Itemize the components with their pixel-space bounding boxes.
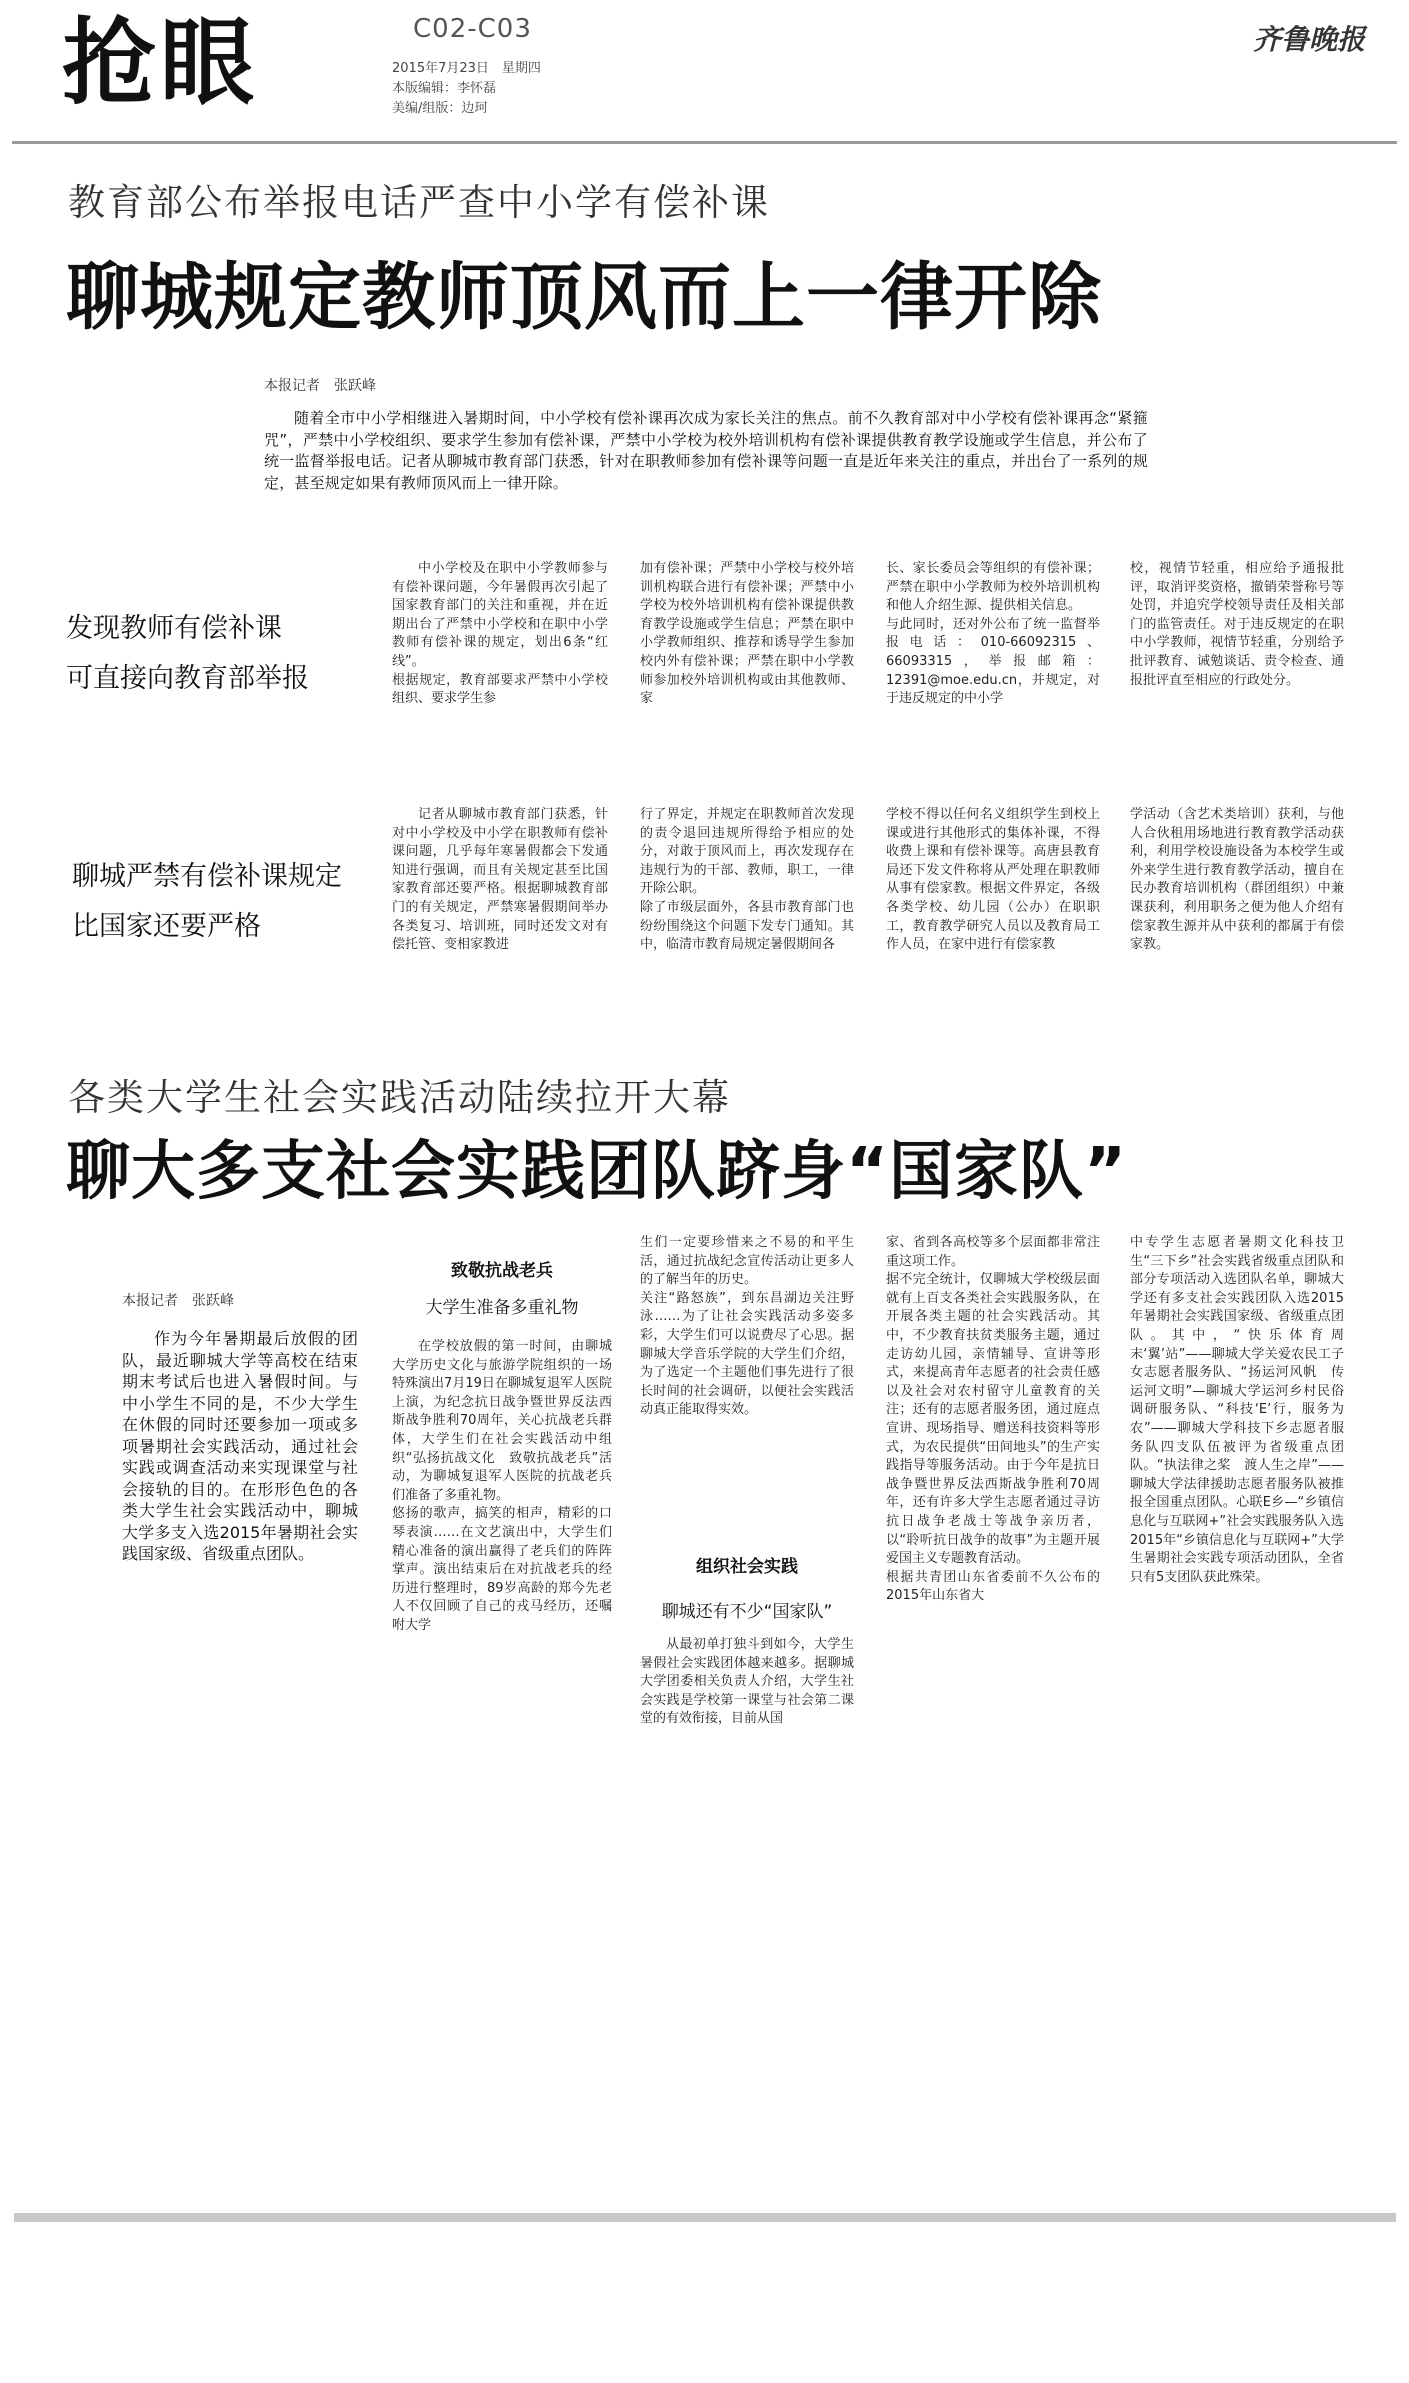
- page-number: C02-C03: [413, 14, 532, 44]
- article2-kicker: 各类大学生社会实践活动陆续拉开大幕: [68, 1076, 731, 1119]
- article1-byline: 本报记者 张跃峰: [264, 378, 376, 394]
- article1-section1-col4: 校，视情节轻重，相应给予通报批评，取消评奖资格，撤销荣誉称号等处罚，并追究学校领导责任及相关部门的监管责任。对于违反规定的在职中小学教师，视情节轻重，分别给予批评教育、诫勉谈话、责令检查、通报批评直至相应的行政处分。: [1130, 561, 1344, 688]
- article2-subhead-a2: 大学生准备多重礼物: [425, 1298, 579, 1318]
- issue-date: 2015年7月23日 星期四: [392, 61, 541, 76]
- subhead-line: 发现教师有偿补课: [66, 613, 282, 644]
- page-editor: 本版编辑：李怀磊: [392, 81, 497, 96]
- article1-kicker: 教育部公布举报电话严查中小学有偿补课: [68, 181, 770, 224]
- article2-col-d: 中专学生志愿者暑期文化科技卫生“三下乡”社会实践省级重点团队和部分专项活动入选团队名单，聊城大学还有多支社会实践团队入选2015年暑期社会实践国家级、省级重点团队。其中，“快乐体育周末‘翼’站”——聊城大学关爱农民工子女志愿者服务队、“扬运河风帆 传运河文明”—聊城大学运河乡村民俗调研服务队、“科技‘E’行，服务为农”——聊城大学科技下乡志愿者服务队四支队伍被评为省级重点团队。“执法律之桨 渡人生之岸”——聊城大学法律援助志愿者服务队被推报全国重点团队。心联E乡—“乡镇信息化与互联网+”社会实践服务队入选2015年“乡镇信息化与互联网+”大学生暑期社会实践专项活动团队，全省只有5支团队获此殊荣。: [1130, 1235, 1344, 1585]
- article1-section2-col2: 行了界定，并规定在职教师首次发现的责令退回违规所得给予相应的处分，对敢于顶风而上，再次发现存在违规行为的干部、教师，职工，一律开除公职。 除了市级层面外，各县市教育部门也纷纷围绕这个问题下发专门通知。其中，临清市教育局规定暑假期间各: [640, 807, 854, 953]
- article1-headline: 聊城规定教师顶风而上一律开除: [66, 255, 1102, 340]
- newspaper-logo: 齐鲁晚报: [1253, 23, 1366, 56]
- article1-lead: 随着全市中小学相继进入暑期时间，中小学校有偿补课再次成为家长关注的焦点。前不久教育部对中小学校有偿补课再念“紧箍咒”，严禁中小学校组织、要求学生参加有偿补课，严禁中小学校为校外培训机构有偿补课提供教育教学设施或学生信息，并公布了统一监督举报电话。记者从聊城市教育部门获悉，针对在职教师参加有偿补课等问题一直是近年来关注的重点，并出台了一系列的规定，甚至规定如果有教师顶风而上一律开除。: [264, 409, 1148, 492]
- subhead-line: 可直接向教育部举报: [66, 663, 309, 694]
- article2-subhead-a1: 致敬抗战老兵: [451, 1261, 553, 1281]
- article1-section1-col3: 长、家长委员会等组织的有偿补课；严禁在职中小学教师为校外培训机构和他人介绍生源、提供相关信息。 与此同时，还对外公布了统一监督举报电话：010-66092315、66093315，举报邮箱：12391@moe.edu.cn，并规定，对于违反规定的中小学: [886, 561, 1100, 707]
- article2-subhead-b1: 组织社会实践: [696, 1557, 798, 1577]
- article1-subhead-2: [72, 852, 342, 952]
- article2-subhead-b2: 聊城还有不少“国家队”: [661, 1602, 833, 1622]
- subhead-line: 比国家还要严格: [72, 911, 261, 942]
- subhead-line: 聊城严禁有偿补课规定: [72, 861, 342, 892]
- footer-rule: [14, 2213, 1396, 2222]
- article1-section2-col4: 学活动（含艺术类培训）获利，与他人合伙租用场地进行教育教学活动获利，利用学校设施设备为本校学生或外来学生进行教育教学活动，擅自在民办教育培训机构（群团组织）中兼课获利，利用职务之便为他人介绍有偿家教生源并从中获利的都属于有偿家教。: [1130, 807, 1344, 953]
- article1-section1-col2: 加有偿补课；严禁中小学校与校外培训机构联合进行有偿补课；严禁中小学校为校外培训机构有偿补课提供教育教学设施或学生信息；严禁在职中小学教师组织、推荐和诱导学生参加校内外有偿补课；严禁在职中小学教师参加校外培训机构或由其他教师、家: [640, 561, 854, 707]
- article2-lead: 作为今年暑期最后放假的团队，最近聊城大学等高校在结束期末考试后也进入暑假时间。与中小学生不同的是，不少大学生在休假的同时还要参加一项或多项暑期社会实践活动，通过社会实践或调查活动来实现课堂与社会接轨的目的。在形形色色的各类大学生社会实践活动中，聊城大学多支入选2015年暑期社会实践国家级、省级重点团队。: [122, 1329, 358, 1563]
- page-designer: 美编/组版：边珂: [392, 101, 488, 116]
- article2-col-b: 生们一定要珍惜来之不易的和平生活，通过抗战纪念宣传活动让更多人的了解当年的历史。 关注“路怒族”，到东昌湖边关注野泳……为了让社会实践活动多姿多彩，大学生们可以说费尽了心思。据聊城大学音乐学院的大学生们介绍，为了选定一个主题他们事先进行了很长时间的社会调研，以便社会实践活动真正能取得实效。: [640, 1235, 854, 1418]
- article1-section1-col1: 中小学校及在职中小学教师参与有偿补课问题，今年暑假再次引起了国家教育部门的关注和重视，并在近期出台了严禁中小学校和在职中小学教师有偿补课的规定，划出6条“红线”。 根据规定，教育部要求严禁中小学校组织、要求学生参: [392, 561, 608, 707]
- article2-col-b2: 从最初单打独斗到如今，大学生暑假社会实践团体越来越多。据聊城大学团委相关负责人介绍，大学生社会实践是学校第一课堂与社会第二课堂的有效衔接，目前从国: [640, 1637, 854, 1727]
- article2-col-c: 家、省到各高校等多个层面都非常注重这项工作。 据不完全统计，仅聊城大学校级层面就有上百支各类社会实践服务队，在开展各类主题的社会实践活动。其中，不少教育扶贫类服务主题，通过走访幼儿园，亲情辅导、宣讲等形式，来提高青年志愿者的社会责任感以及社会对农村留守儿童教育的关注；还有的志愿者服务团，通过庭点宣讲、现场指导、赠送科技资料等形式，为农民提供“田间地头”的生产实践指导等服务活动。由于今年是抗日战争暨世界反法西斯战争胜利70周年，还有许多大学生志愿者通过寻访抗日战争老战士等战争亲历者，以“聆听抗日战争的故事”为主题开展爱国主义专题教育活动。 根据共青团山东省委前不久公布的2015年山东省大: [886, 1235, 1100, 1604]
- article2-col-a: 在学校放假的第一时间，由聊城大学历史文化与旅游学院组织的一场特殊演出7月19日在聊城复退军人医院上演，为纪念抗日战争暨世界反法西斯战争胜利70周年，关心抗战老兵群体，大学生们在社会实践活动中组织“弘扬抗战文化 致敬抗战老兵”活动，为聊城复退军人医院的抗战老兵们准备了多重礼物。 悠扬的歌声，搞笑的相声，精彩的口琴表演……在文艺演出中，大学生们精心准备的演出赢得了老兵们的阵阵掌声。演出结束后在对抗战老兵的经历进行整理时，89岁高龄的郑今先老人不仅回顾了自己的戎马经历，还嘱咐大学: [392, 1339, 612, 1633]
- article1-section2-col3: 学校不得以任何名义组织学生到校上课或进行其他形式的集体补课，不得收费上课和有偿补课等。高唐县教育局还下发文件称将从严处理在职教师从事有偿家教。根据文件界定，各级各类学校、幼儿园（公办）在职职工，教育教学研究人员以及教育局工作人员，在家中进行有偿家教: [886, 807, 1100, 953]
- header-rule: [12, 141, 1397, 144]
- masthead-title: 抢眼: [62, 8, 259, 118]
- article2-byline: 本报记者 张跃峰: [122, 1293, 234, 1309]
- article1-section2-col1: 记者从聊城市教育部门获悉，针对中小学校及中小学在职教师有偿补课问题，几乎每年寒暑假都会下发通知进行强调，而且有关规定甚至比国家教育部还要严格。根据聊城教育部门的有关规定，严禁寒暑假期间举办各类复习、培训班，同时还发文对有偿托管、变相家教进: [392, 807, 608, 953]
- article1-subhead-1: [66, 604, 309, 704]
- article2-headline: 聊大多支社会实践团队跻身“国家队”: [66, 1135, 1128, 1209]
